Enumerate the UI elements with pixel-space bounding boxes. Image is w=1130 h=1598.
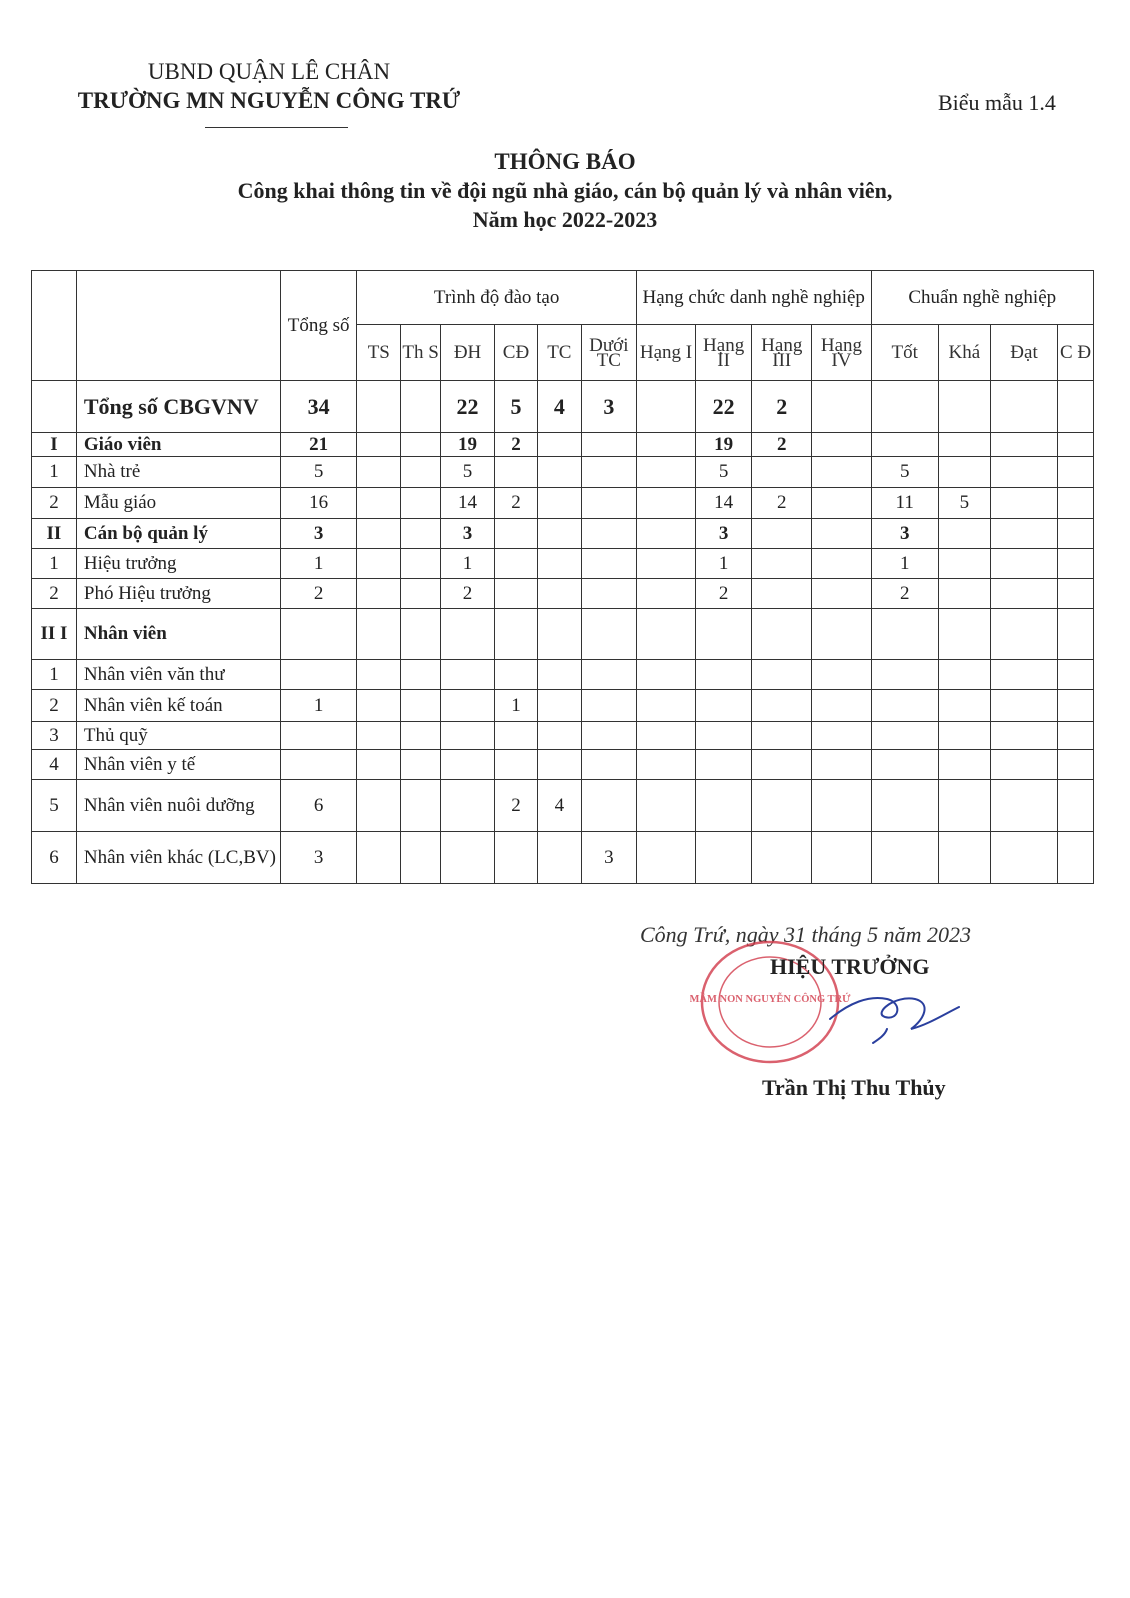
signer-title: HIỆU TRƯỞNG bbox=[770, 954, 930, 979]
signature-date: Công Trứ, ngày 31 tháng 5 năm 2023 bbox=[640, 922, 972, 947]
header-dh: ĐH bbox=[441, 325, 495, 381]
cell-tot bbox=[871, 780, 938, 832]
cell-h4 bbox=[812, 660, 871, 690]
cell-h3 bbox=[752, 690, 812, 722]
cell-ths bbox=[401, 433, 441, 457]
cell-cdstd bbox=[1058, 690, 1094, 722]
cell-tc bbox=[537, 488, 581, 519]
cell-tc bbox=[537, 660, 581, 690]
cell-h1 bbox=[636, 722, 695, 750]
cell-kha bbox=[938, 457, 990, 488]
cell-h1 bbox=[636, 690, 695, 722]
cell-duoi-tc bbox=[581, 750, 636, 780]
cell-label: Nhân viên nuôi dưỡng bbox=[76, 780, 280, 832]
cell-h2 bbox=[696, 832, 752, 884]
cell-h2 bbox=[696, 660, 752, 690]
cell-h4 bbox=[812, 579, 871, 609]
table-row bbox=[32, 433, 1094, 457]
cell-stt: 5 bbox=[32, 780, 77, 832]
staff-table bbox=[31, 270, 1094, 884]
cell-kha bbox=[938, 579, 990, 609]
cell-stt: 1 bbox=[32, 549, 77, 579]
cell-cdstd bbox=[1058, 433, 1094, 457]
cell-h1 bbox=[636, 488, 695, 519]
header-underline bbox=[205, 127, 348, 128]
table-row bbox=[32, 690, 1094, 722]
cell-tc bbox=[537, 609, 581, 660]
cell-h1 bbox=[636, 549, 695, 579]
cell-duoi-tc: 3 bbox=[581, 381, 636, 433]
cell-h2 bbox=[696, 722, 752, 750]
header-ths: Th S bbox=[401, 325, 441, 381]
cell-cd bbox=[495, 832, 538, 884]
cell-dat bbox=[990, 660, 1057, 690]
cell-ts bbox=[357, 457, 401, 488]
cell-stt: 1 bbox=[32, 660, 77, 690]
cell-ths bbox=[401, 381, 441, 433]
cell-tot bbox=[871, 609, 938, 660]
cell-h3 bbox=[752, 549, 812, 579]
cell-cd bbox=[495, 519, 538, 549]
header-hang-3: Hạng III bbox=[752, 325, 812, 381]
header-standard: Chuẩn nghề nghiệp bbox=[871, 271, 1093, 325]
table-row bbox=[32, 549, 1094, 579]
cell-tot: 3 bbox=[871, 519, 938, 549]
cell-h3 bbox=[752, 579, 812, 609]
header-row-groups bbox=[32, 271, 1094, 325]
cell-h3 bbox=[752, 780, 812, 832]
cell-cd bbox=[495, 750, 538, 780]
cell-dh: 1 bbox=[441, 549, 495, 579]
cell-cd bbox=[495, 549, 538, 579]
cell-h4 bbox=[812, 488, 871, 519]
table-row bbox=[32, 381, 1094, 433]
table-row bbox=[32, 488, 1094, 519]
cell-h3 bbox=[752, 609, 812, 660]
cell-cdstd bbox=[1058, 722, 1094, 750]
cell-h1 bbox=[636, 381, 695, 433]
cell-cdstd bbox=[1058, 780, 1094, 832]
cell-kha bbox=[938, 832, 990, 884]
table-row bbox=[32, 519, 1094, 549]
cell-kha: 5 bbox=[938, 488, 990, 519]
cell-tc: 4 bbox=[537, 780, 581, 832]
cell-ts bbox=[357, 519, 401, 549]
cell-total: 6 bbox=[280, 780, 357, 832]
cell-total: 16 bbox=[280, 488, 357, 519]
cell-dat bbox=[990, 381, 1057, 433]
cell-label: Nhân viên khác (LC,BV) bbox=[76, 832, 280, 884]
cell-h2 bbox=[696, 690, 752, 722]
cell-duoi-tc bbox=[581, 660, 636, 690]
cell-total: 3 bbox=[280, 519, 357, 549]
cell-dh bbox=[441, 660, 495, 690]
cell-stt: 6 bbox=[32, 832, 77, 884]
header-duoi-tc: Dưới TC bbox=[581, 325, 636, 381]
cell-ths bbox=[401, 660, 441, 690]
cell-dat bbox=[990, 549, 1057, 579]
cell-h2: 3 bbox=[696, 519, 752, 549]
cell-label: Nhân viên y tế bbox=[76, 750, 280, 780]
cell-cdstd bbox=[1058, 488, 1094, 519]
cell-dh bbox=[441, 832, 495, 884]
cell-dh: 3 bbox=[441, 519, 495, 549]
cell-tc bbox=[537, 433, 581, 457]
header-total: Tổng số bbox=[280, 271, 357, 381]
cell-ths bbox=[401, 457, 441, 488]
cell-kha bbox=[938, 381, 990, 433]
cell-tot bbox=[871, 690, 938, 722]
cell-dh: 19 bbox=[441, 433, 495, 457]
document-header bbox=[44, 58, 494, 116]
cell-cdstd bbox=[1058, 381, 1094, 433]
cell-tc bbox=[537, 549, 581, 579]
cell-ths bbox=[401, 722, 441, 750]
cell-duoi-tc bbox=[581, 457, 636, 488]
cell-tot bbox=[871, 660, 938, 690]
cell-ts bbox=[357, 549, 401, 579]
cell-ths bbox=[401, 750, 441, 780]
cell-dat bbox=[990, 722, 1057, 750]
cell-kha bbox=[938, 722, 990, 750]
cell-total: 34 bbox=[280, 381, 357, 433]
cell-tot: 5 bbox=[871, 457, 938, 488]
header-label bbox=[76, 271, 280, 381]
cell-dat bbox=[990, 832, 1057, 884]
cell-total: 5 bbox=[280, 457, 357, 488]
table-body bbox=[32, 381, 1094, 884]
cell-cdstd bbox=[1058, 579, 1094, 609]
header-cd: CĐ bbox=[495, 325, 538, 381]
header-hang-1: Hạng I bbox=[636, 325, 695, 381]
cell-h4 bbox=[812, 722, 871, 750]
cell-h2: 5 bbox=[696, 457, 752, 488]
cell-dh bbox=[441, 780, 495, 832]
cell-label: Nhân viên văn thư bbox=[76, 660, 280, 690]
cell-stt: 2 bbox=[32, 488, 77, 519]
header-ts: TS bbox=[357, 325, 401, 381]
cell-tot: 11 bbox=[871, 488, 938, 519]
cell-h2: 19 bbox=[696, 433, 752, 457]
school-name: TRƯỜNG MN NGUYỄN CÔNG TRỨ bbox=[77, 88, 461, 113]
cell-dh bbox=[441, 690, 495, 722]
cell-cd: 2 bbox=[495, 433, 538, 457]
cell-label: Phó Hiệu trưởng bbox=[76, 579, 280, 609]
header-dat: Đạt bbox=[990, 325, 1057, 381]
cell-tot: 1 bbox=[871, 549, 938, 579]
cell-dat bbox=[990, 488, 1057, 519]
cell-total bbox=[280, 660, 357, 690]
cell-ts bbox=[357, 722, 401, 750]
cell-stt: 2 bbox=[32, 579, 77, 609]
cell-h3: 2 bbox=[752, 381, 812, 433]
header-hang-4: Hạng IV bbox=[812, 325, 871, 381]
cell-kha bbox=[938, 660, 990, 690]
cell-tot bbox=[871, 433, 938, 457]
cell-h2: 14 bbox=[696, 488, 752, 519]
cell-ths bbox=[401, 579, 441, 609]
cell-h1 bbox=[636, 780, 695, 832]
cell-stt: 4 bbox=[32, 750, 77, 780]
notice-heading: THÔNG BÁO bbox=[494, 149, 636, 174]
cell-ts bbox=[357, 832, 401, 884]
cell-h4 bbox=[812, 780, 871, 832]
cell-stt: 3 bbox=[32, 722, 77, 750]
cell-dat bbox=[990, 609, 1057, 660]
cell-kha bbox=[938, 609, 990, 660]
form-number: Biểu mẫu 1.4 bbox=[938, 90, 1056, 115]
cell-ts bbox=[357, 381, 401, 433]
cell-label: Mẫu giáo bbox=[76, 488, 280, 519]
cell-tc bbox=[537, 579, 581, 609]
cell-tc: 4 bbox=[537, 381, 581, 433]
cell-tot bbox=[871, 750, 938, 780]
cell-h3 bbox=[752, 832, 812, 884]
cell-ths bbox=[401, 488, 441, 519]
cell-cd: 1 bbox=[495, 690, 538, 722]
cell-ths bbox=[401, 519, 441, 549]
cell-cd bbox=[495, 609, 538, 660]
cell-duoi-tc bbox=[581, 780, 636, 832]
cell-ts bbox=[357, 609, 401, 660]
cell-label: Tổng số CBGVNV bbox=[76, 381, 280, 433]
cell-ths bbox=[401, 832, 441, 884]
cell-h3 bbox=[752, 722, 812, 750]
cell-cd bbox=[495, 722, 538, 750]
cell-tot bbox=[871, 722, 938, 750]
cell-ths bbox=[401, 780, 441, 832]
cell-kha bbox=[938, 433, 990, 457]
table-row bbox=[32, 832, 1094, 884]
cell-label: Nhân viên kế toán bbox=[76, 690, 280, 722]
cell-total: 21 bbox=[280, 433, 357, 457]
cell-dat bbox=[990, 780, 1057, 832]
school-year: Năm học 2022-2023 bbox=[472, 207, 658, 232]
cell-total: 2 bbox=[280, 579, 357, 609]
cell-tc bbox=[537, 519, 581, 549]
cell-kha bbox=[938, 519, 990, 549]
cell-ts bbox=[357, 690, 401, 722]
cell-total bbox=[280, 722, 357, 750]
cell-total bbox=[280, 609, 357, 660]
cell-dh bbox=[441, 609, 495, 660]
cell-stt: II bbox=[32, 519, 77, 549]
svg-text:MẦM NON NGUYỄN CÔNG TRỨ: MẦM NON NGUYỄN CÔNG TRỨ bbox=[690, 994, 851, 1005]
cell-h4 bbox=[812, 519, 871, 549]
cell-duoi-tc bbox=[581, 579, 636, 609]
cell-h3 bbox=[752, 750, 812, 780]
cell-tot: 2 bbox=[871, 579, 938, 609]
cell-total bbox=[280, 750, 357, 780]
table-row bbox=[32, 609, 1094, 660]
cell-dh: 2 bbox=[441, 579, 495, 609]
cell-h1 bbox=[636, 457, 695, 488]
cell-h3: 2 bbox=[752, 488, 812, 519]
cell-cd bbox=[495, 579, 538, 609]
cell-tc bbox=[537, 457, 581, 488]
cell-label: Giáo viên bbox=[76, 433, 280, 457]
cell-h4 bbox=[812, 433, 871, 457]
cell-h1 bbox=[636, 433, 695, 457]
cell-ts bbox=[357, 660, 401, 690]
cell-cd: 5 bbox=[495, 381, 538, 433]
cell-ts bbox=[357, 488, 401, 519]
cell-h3 bbox=[752, 457, 812, 488]
cell-h4 bbox=[812, 457, 871, 488]
cell-h4 bbox=[812, 690, 871, 722]
cell-h2: 1 bbox=[696, 549, 752, 579]
signer-name: Trần Thị Thu Thủy bbox=[762, 1075, 946, 1100]
cell-tc bbox=[537, 690, 581, 722]
cell-stt: I bbox=[32, 433, 77, 457]
cell-dat bbox=[990, 579, 1057, 609]
table-row bbox=[32, 780, 1094, 832]
cell-h4 bbox=[812, 609, 871, 660]
cell-kha bbox=[938, 549, 990, 579]
cell-cdstd bbox=[1058, 660, 1094, 690]
cell-tot bbox=[871, 832, 938, 884]
cell-cdstd bbox=[1058, 549, 1094, 579]
cell-h1 bbox=[636, 519, 695, 549]
cell-duoi-tc bbox=[581, 722, 636, 750]
cell-dat bbox=[990, 519, 1057, 549]
header-kha: Khá bbox=[938, 325, 990, 381]
cell-h4 bbox=[812, 750, 871, 780]
cell-label: Nhân viên bbox=[76, 609, 280, 660]
cell-label: Hiệu trưởng bbox=[76, 549, 280, 579]
header-stt bbox=[32, 271, 77, 381]
cell-cdstd bbox=[1058, 457, 1094, 488]
header-rank: Hạng chức danh nghề nghiệp bbox=[636, 271, 871, 325]
table-row bbox=[32, 660, 1094, 690]
cell-total: 1 bbox=[280, 549, 357, 579]
cell-ts bbox=[357, 780, 401, 832]
header-training: Trình độ đào tạo bbox=[357, 271, 637, 325]
cell-stt: 2 bbox=[32, 690, 77, 722]
cell-h4 bbox=[812, 381, 871, 433]
cell-duoi-tc bbox=[581, 433, 636, 457]
cell-stt: II I bbox=[32, 609, 77, 660]
cell-duoi-tc bbox=[581, 690, 636, 722]
cell-cdstd bbox=[1058, 519, 1094, 549]
cell-h3 bbox=[752, 660, 812, 690]
cell-h1 bbox=[636, 750, 695, 780]
table-row bbox=[32, 722, 1094, 750]
cell-h2: 22 bbox=[696, 381, 752, 433]
cell-cdstd bbox=[1058, 832, 1094, 884]
cell-duoi-tc: 3 bbox=[581, 832, 636, 884]
cell-ts bbox=[357, 750, 401, 780]
table-row bbox=[32, 579, 1094, 609]
cell-tc bbox=[537, 722, 581, 750]
cell-h1 bbox=[636, 579, 695, 609]
cell-stt bbox=[32, 381, 77, 433]
issuing-authority: UBND QUẬN LÊ CHÂN bbox=[147, 59, 391, 84]
cell-cd bbox=[495, 660, 538, 690]
cell-h2: 2 bbox=[696, 579, 752, 609]
table-row bbox=[32, 457, 1094, 488]
cell-h4 bbox=[812, 832, 871, 884]
cell-dat bbox=[990, 457, 1057, 488]
cell-ts bbox=[357, 579, 401, 609]
cell-h2 bbox=[696, 780, 752, 832]
cell-dh bbox=[441, 750, 495, 780]
cell-h1 bbox=[636, 660, 695, 690]
handwritten-signature bbox=[825, 985, 965, 1055]
cell-dh: 22 bbox=[441, 381, 495, 433]
cell-ths bbox=[401, 690, 441, 722]
cell-dat bbox=[990, 433, 1057, 457]
cell-ths bbox=[401, 549, 441, 579]
cell-duoi-tc bbox=[581, 488, 636, 519]
cell-h2 bbox=[696, 750, 752, 780]
cell-cd bbox=[495, 457, 538, 488]
cell-total: 1 bbox=[280, 690, 357, 722]
cell-kha bbox=[938, 750, 990, 780]
cell-kha bbox=[938, 780, 990, 832]
cell-h3 bbox=[752, 519, 812, 549]
cell-h1 bbox=[636, 832, 695, 884]
cell-label: Thủ quỹ bbox=[76, 722, 280, 750]
cell-cdstd bbox=[1058, 750, 1094, 780]
cell-dh bbox=[441, 722, 495, 750]
cell-h2 bbox=[696, 609, 752, 660]
cell-stt: 1 bbox=[32, 457, 77, 488]
cell-tot bbox=[871, 381, 938, 433]
cell-dat bbox=[990, 690, 1057, 722]
cell-duoi-tc bbox=[581, 609, 636, 660]
cell-dh: 5 bbox=[441, 457, 495, 488]
header-cd-standard: C Đ bbox=[1058, 325, 1094, 381]
cell-h1 bbox=[636, 609, 695, 660]
cell-dh: 14 bbox=[441, 488, 495, 519]
cell-tc bbox=[537, 750, 581, 780]
cell-h3: 2 bbox=[752, 433, 812, 457]
header-tot: Tốt bbox=[871, 325, 938, 381]
cell-duoi-tc bbox=[581, 519, 636, 549]
cell-dat bbox=[990, 750, 1057, 780]
cell-ths bbox=[401, 609, 441, 660]
header-tc: TC bbox=[537, 325, 581, 381]
cell-label: Cán bộ quản lý bbox=[76, 519, 280, 549]
cell-cd: 2 bbox=[495, 780, 538, 832]
cell-ts bbox=[357, 433, 401, 457]
notice-subheading: Công khai thông tin về đội ngũ nhà giáo, cán bộ quản lý và nhân viên, bbox=[237, 178, 893, 203]
cell-label: Nhà trẻ bbox=[76, 457, 280, 488]
notice-title bbox=[0, 148, 1130, 234]
cell-cd: 2 bbox=[495, 488, 538, 519]
cell-h4 bbox=[812, 549, 871, 579]
cell-tc bbox=[537, 832, 581, 884]
cell-duoi-tc bbox=[581, 549, 636, 579]
table-row bbox=[32, 750, 1094, 780]
header-hang-2: Hạng II bbox=[696, 325, 752, 381]
cell-cdstd bbox=[1058, 609, 1094, 660]
cell-total: 3 bbox=[280, 832, 357, 884]
cell-kha bbox=[938, 690, 990, 722]
